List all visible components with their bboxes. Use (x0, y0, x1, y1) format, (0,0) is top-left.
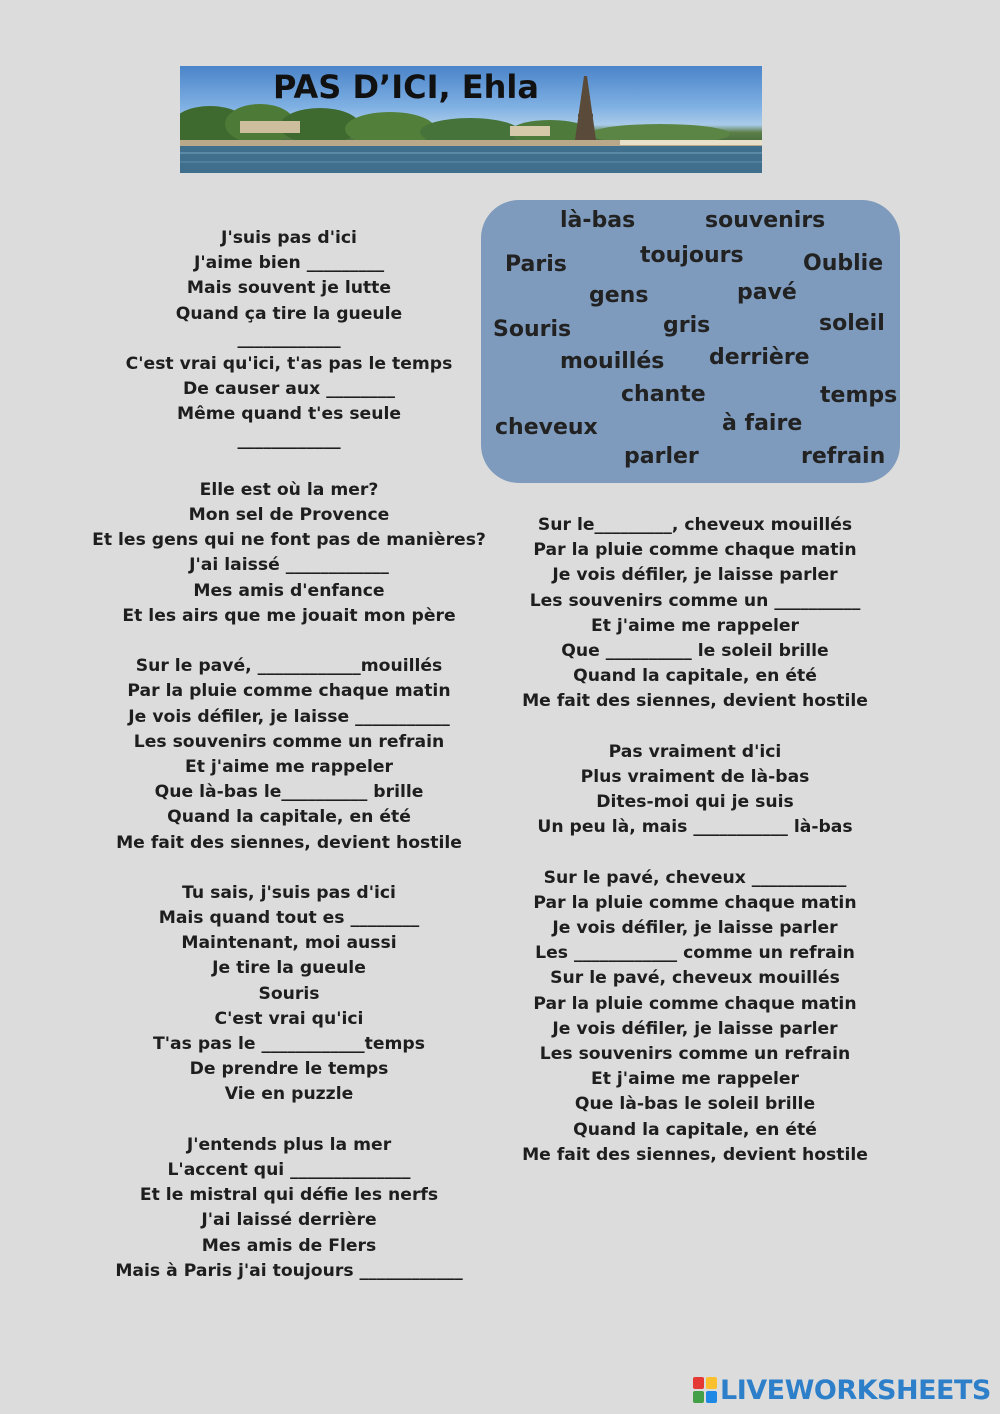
lyric-line: Mes amis de Flers (201, 1235, 377, 1256)
word-bank-item[interactable]: à faire (722, 411, 803, 436)
lyric-line (89, 629, 489, 654)
lyric-line (89, 453, 489, 478)
lyric-line: Quand ça tire la gueule (175, 303, 403, 324)
lyric-line: Quand la capitale, en été (573, 1119, 817, 1140)
lyric-line: Les ____________ comme un refrain (535, 943, 855, 964)
page-title: PAS D’ICI, Ehla (273, 68, 539, 106)
lyric-line: ____________ (237, 328, 341, 349)
lyric-line: Mes amis d'enfance (193, 580, 385, 601)
lyric-line: Les souvenirs comme un __________ (529, 590, 861, 611)
lyric-line: Mais souvent je lutte (186, 278, 392, 299)
word-bank-item[interactable]: là-bas (560, 208, 636, 233)
lyric-line: Vie en puzzle (224, 1084, 354, 1105)
lyric-line (515, 715, 875, 740)
lyric-line: Sur le pavé, cheveux mouillés (550, 968, 840, 989)
lyric-line: J'suis pas d'ici (221, 228, 357, 248)
lyric-line: J'aime bien _________ (193, 253, 385, 274)
lyric-line: Dites-moi qui je suis (596, 792, 794, 813)
lyric-line: Mais quand tout es ________ (158, 908, 420, 929)
lyric-line: Me fait des siennes, devient hostile (522, 1144, 868, 1165)
lyric-line: Pas vraiment d'ici (608, 741, 782, 762)
lyric-line: Tu sais, j'suis pas d'ici (182, 882, 396, 903)
lyric-line: J'ai laissé derrière (201, 1210, 377, 1231)
lyric-line: Et les gens qui ne font pas de manières? (92, 530, 486, 551)
lyric-line: ____________ (237, 429, 341, 450)
lyric-line: C'est vrai qu'ici, t'as pas le temps (125, 353, 453, 374)
lyric-line: Et j'aime me rappeler (184, 756, 394, 777)
lyric-line: Souris (258, 983, 320, 1004)
liveworksheets-logo[interactable] (693, 1373, 991, 1407)
lyric-line: Plus vraiment de là-bas (580, 766, 810, 787)
lyric-line: De prendre le temps (189, 1059, 389, 1080)
lyric-line: Sur le_________, cheveux mouillés (537, 515, 853, 535)
lyric-line: Les souvenirs comme un refrain (133, 731, 445, 752)
word-bank-item[interactable]: parler (624, 444, 699, 469)
lyrics-left-column (89, 226, 489, 1284)
lyric-line: Que là-bas le soleil brille (574, 1094, 816, 1115)
word-bank-item[interactable]: Oublie (803, 251, 884, 276)
lyric-line: Un peu là, mais ___________ là-bas (537, 817, 853, 838)
word-bank-item[interactable]: chante (621, 382, 706, 407)
word-bank-item[interactable]: cheveux (495, 415, 598, 440)
word-bank-item[interactable]: refrain (801, 444, 886, 469)
lyric-line: T'as pas le ____________temps (153, 1034, 425, 1054)
lyric-line: Quand la capitale, en été (167, 807, 411, 828)
lyric-line: Je vois défiler, je laisse parler (552, 1018, 838, 1039)
lyric-line: Et les airs que me jouait mon père (122, 605, 456, 626)
lyric-line: Je vois défiler, je laisse parler (552, 918, 838, 938)
word-bank-item[interactable]: Souris (493, 317, 572, 342)
word-bank-item[interactable]: Paris (505, 252, 567, 277)
word-bank-item[interactable]: gris (663, 313, 711, 338)
word-bank-item[interactable]: derrière (709, 345, 810, 370)
lyric-line: Même quand t'es seule (177, 404, 401, 425)
word-bank-item[interactable]: pavé (737, 280, 797, 305)
lyric-line: Par la pluie comme chaque matin (127, 681, 451, 702)
lyric-line: Et j'aime me rappeler (590, 1069, 800, 1090)
word-bank-item[interactable]: mouillés (560, 349, 665, 374)
lyric-line: Mon sel de Provence (188, 505, 390, 526)
lyric-line: L'accent qui ______________ (167, 1159, 411, 1180)
lyric-line: Par la pluie comme chaque matin (533, 993, 857, 1014)
lyric-line: C'est vrai qu'ici (214, 1008, 364, 1029)
lyric-line: Sur le pavé, ____________mouillés (135, 656, 443, 677)
lyric-line: Je tire la gueule (212, 958, 366, 979)
lyric-line: Me fait des siennes, devient hostile (522, 691, 868, 712)
lyric-line (515, 840, 875, 865)
word-bank (481, 200, 900, 483)
lyric-line: Sur le pavé, cheveux ___________ (543, 867, 847, 888)
title-banner (180, 66, 762, 173)
word-bank-item[interactable]: souvenirs (705, 208, 826, 233)
word-bank-item[interactable]: temps (820, 383, 898, 408)
liveworksheets-logo-text: LIVEWORKSHEETS (720, 1374, 991, 1406)
lyric-line: Et j'aime me rappeler (590, 615, 800, 636)
lyric-line (89, 856, 489, 881)
lyric-line: Mais à Paris j'ai toujours ____________ (115, 1260, 463, 1281)
lyric-line: De causer aux ________ (183, 379, 395, 400)
lyric-line: Me fait des siennes, devient hostile (116, 832, 462, 853)
word-bank-item[interactable]: soleil (819, 311, 885, 336)
lyric-line (89, 1108, 489, 1133)
lyric-line: Maintenant, moi aussi (181, 933, 397, 954)
lyric-line: Et le mistral qui défie les nerfs (139, 1185, 439, 1206)
lyric-line: Quand la capitale, en été (573, 666, 817, 687)
lyric-line: J'ai laissé ____________ (189, 555, 389, 576)
word-bank-item[interactable]: toujours (640, 243, 744, 268)
lyric-line: Par la pluie comme chaque matin (533, 540, 857, 561)
lyrics-right-column (515, 513, 875, 1168)
lyric-line: Que __________ le soleil brille (561, 640, 829, 661)
lyric-line: Elle est où la mer? (199, 479, 379, 500)
lyric-line: Par la pluie comme chaque matin (533, 892, 857, 913)
word-bank-item[interactable]: gens (589, 283, 649, 308)
lyric-line: Je vois défiler, je laisse parler (552, 565, 838, 586)
liveworksheets-logo-icon (693, 1377, 717, 1403)
lyric-line: Que là-bas le__________ brille (154, 782, 424, 803)
lyric-line: J'entends plus la mer (186, 1134, 392, 1155)
lyric-line: Les souvenirs comme un refrain (539, 1043, 851, 1064)
lyric-line: Je vois défiler, je laisse ___________ (128, 706, 450, 727)
